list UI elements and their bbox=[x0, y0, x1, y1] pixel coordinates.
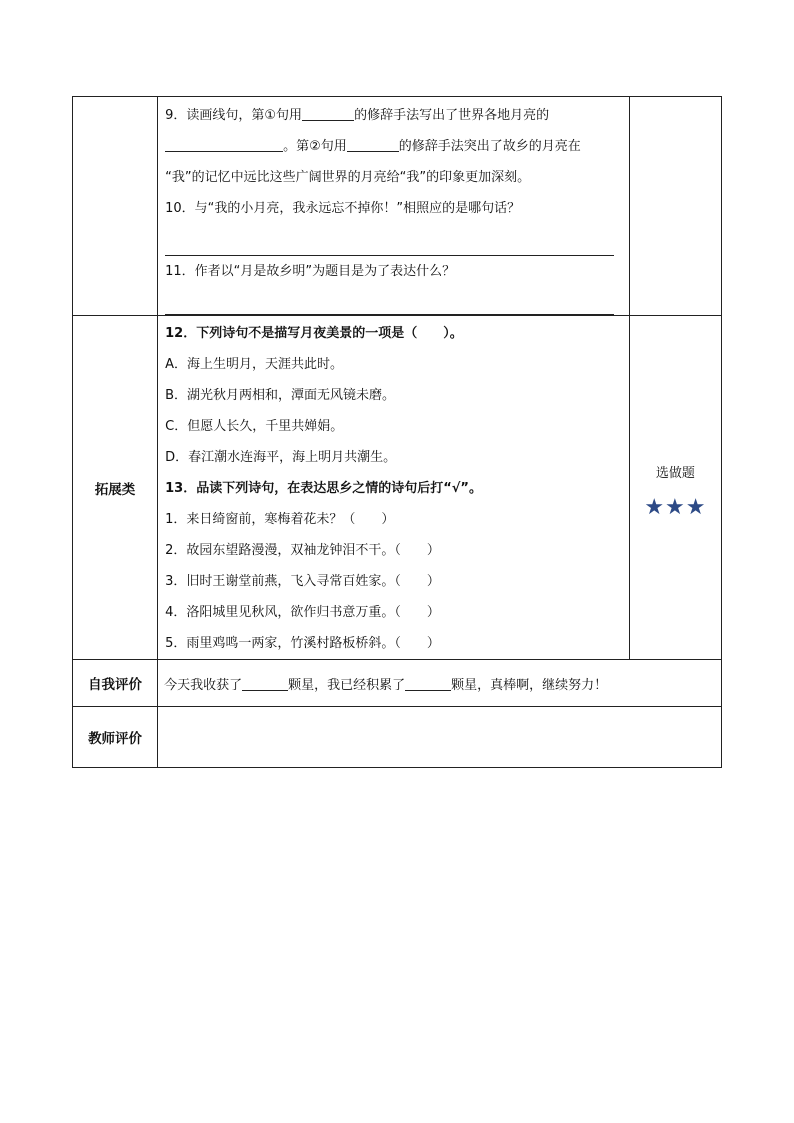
self-eval-text-a: 今天我收获了 bbox=[164, 677, 243, 693]
q13-item-4[interactable]: 4．洛阳城里见秋风，欲作归书意万重。（ ） bbox=[165, 605, 440, 620]
teacher-eval-label: 教师评价 bbox=[73, 707, 158, 768]
extension-label: 拓展类 bbox=[73, 316, 158, 660]
row-label-empty bbox=[73, 97, 158, 316]
row-basic-questions bbox=[73, 97, 722, 316]
q10-answer-line[interactable] bbox=[165, 224, 614, 256]
self-eval-text-c: 颗星，真棒啊，继续努力！ bbox=[451, 677, 608, 693]
self-eval-cell bbox=[158, 660, 722, 707]
optional-label: 选做题 bbox=[655, 465, 695, 481]
q9-blank-1[interactable] bbox=[302, 106, 354, 121]
q9-text-c: 。第②句用 bbox=[283, 139, 347, 154]
self-eval-blank-1[interactable] bbox=[242, 676, 288, 691]
q13-item-3[interactable]: 3．旧时王谢堂前燕，飞入寻常百姓家。（ ） bbox=[165, 574, 440, 589]
q13-item-1[interactable]: 1．来日绮窗前，寒梅着花未？（ ） bbox=[165, 512, 395, 527]
q13-item-2[interactable]: 2．故园东望路漫漫，双袖龙钟泪不干。（ ） bbox=[165, 543, 440, 558]
optional-cell bbox=[629, 316, 721, 660]
q10-text: 10．与“我的小月亮，我永远忘不掉你！”相照应的是哪句话？ bbox=[165, 201, 521, 216]
q13-title: 13．品读下列诗句，在表达思乡之情的诗句后打“√”。 bbox=[165, 481, 482, 496]
q9-line-1 bbox=[165, 100, 619, 131]
q12-option-b[interactable]: B．湖光秋月两相和，潭面无风镜未磨。 bbox=[165, 388, 396, 403]
row-extension bbox=[73, 316, 722, 660]
worksheet-table bbox=[72, 96, 722, 768]
q12-option-a[interactable]: A．海上生明月，天涯共此时。 bbox=[165, 357, 344, 372]
teacher-eval-cell[interactable] bbox=[158, 707, 722, 768]
questions-12-13-cell bbox=[158, 316, 630, 660]
q9-text-b: 的修辞手法写出了世界各地月亮的 bbox=[354, 108, 550, 123]
difficulty-stars-icon: ★★★ bbox=[644, 494, 707, 520]
q9-text-a: 9．读画线句，第①句用 bbox=[165, 108, 303, 123]
q11-text: 11．作者以“月是故乡明”为题目是为了表达什么？ bbox=[165, 264, 456, 279]
q9-text-d: 的修辞手法突出了故乡的月亮在 bbox=[398, 139, 581, 154]
questions-9-11-cell bbox=[158, 97, 630, 316]
row-self-eval bbox=[73, 660, 722, 707]
q12-option-c[interactable]: C．但愿人长久，千里共婵娟。 bbox=[165, 419, 344, 434]
q12-option-d[interactable]: D．春江潮水连海平，海上明月共潮生。 bbox=[165, 450, 397, 465]
q12-title: 12．下列诗句不是描写月夜美景的一项是（ ）。 bbox=[165, 326, 463, 341]
self-eval-text-b: 颗星，我已经积累了 bbox=[288, 677, 406, 693]
q9-blank-2[interactable] bbox=[165, 137, 283, 152]
q9-line-2 bbox=[165, 131, 619, 162]
q13-item-5[interactable]: 5．雨里鸡鸣一两家，竹溪村路板桥斜。（ ） bbox=[165, 636, 440, 651]
q9-line-3: “我”的记忆中远比这些广阔世界的月亮给“我”的印象更加深刻。 bbox=[165, 170, 531, 185]
row-teacher-eval bbox=[73, 707, 722, 768]
q11-answer-line[interactable] bbox=[165, 287, 614, 315]
q9-blank-3[interactable] bbox=[347, 137, 399, 152]
self-eval-label: 自我评价 bbox=[73, 660, 158, 707]
self-eval-blank-2[interactable] bbox=[405, 676, 451, 691]
side-empty bbox=[629, 97, 721, 316]
